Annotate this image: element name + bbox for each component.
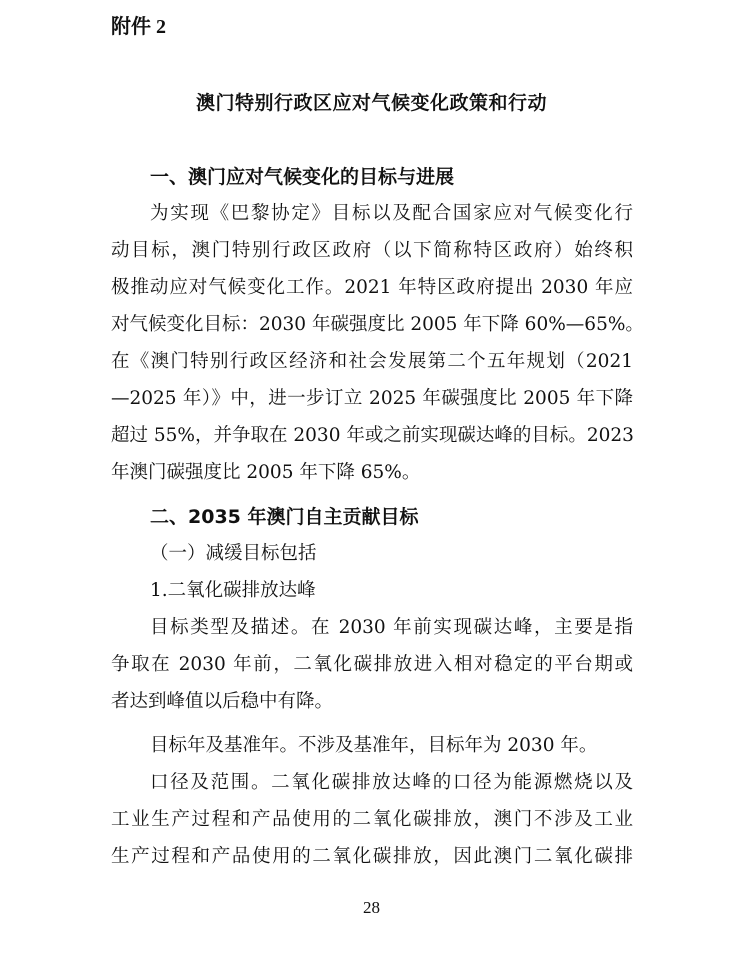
item-heading: 1.二氧化碳排放达峰 — [150, 580, 316, 601]
subsection-heading: （一）减缓目标包括 — [150, 543, 317, 564]
paragraph-line: 争取在 2030 年前，二氧化碳排放进入相对稳定的平台期或 — [111, 654, 633, 675]
paragraph-line: 目标类型及描述。在 2030 年前实现碳达峰，主要是指 — [150, 617, 633, 638]
paragraph-line: 目标年及基准年。不涉及基准年，目标年为 2030 年。 — [150, 735, 598, 756]
paragraph-line: 者达到峰值以后稳中有降。 — [111, 691, 334, 712]
paragraph-line: 口径及范围。二氧化碳排放达峰的口径为能源燃烧以及 — [150, 772, 633, 793]
document-title: 澳门特别行政区应对气候变化政策和行动 — [195, 92, 547, 114]
paragraph-line: 极推动应对气候变化工作。2021 年特区政府提出 2030 年应 — [111, 277, 633, 298]
paragraph-line: 动目标，澳门特别行政区政府（以下简称特区政府）始终积 — [111, 240, 633, 261]
paragraph-line: 工业生产过程和产品使用的二氧化碳排放，澳门不涉及工业 — [111, 809, 633, 830]
paragraph-line: 超过 55%，并争取在 2030 年或之前实现碳达峰的目标。2023 — [111, 425, 634, 446]
section-heading-1: 一、澳门应对气候变化的目标与进展 — [150, 166, 455, 188]
attachment-label: 附件 2 — [111, 16, 166, 38]
paragraph-line: —2025 年）》中，进一步订立 2025 年碳强度比 2005 年下降 — [111, 388, 633, 409]
paragraph-line: 为实现《巴黎协定》目标以及配合国家应对气候变化行 — [150, 203, 633, 224]
paragraph-line: 生产过程和产品使用的二氧化碳排放，因此澳门二氧化碳排 — [111, 846, 633, 867]
page-number: 28 — [363, 898, 380, 917]
paragraph-line: 年澳门碳强度比 2005 年下降 65%。 — [111, 462, 421, 483]
section-heading-2: 二、2035 年澳门自主贡献目标 — [150, 506, 419, 528]
paragraph-line: 在《澳门特别行政区经济和社会发展第二个五年规划（2021 — [111, 351, 633, 372]
paragraph-line: 对气候变化目标：2030 年碳强度比 2005 年下降 60%—65%。 — [111, 314, 644, 335]
